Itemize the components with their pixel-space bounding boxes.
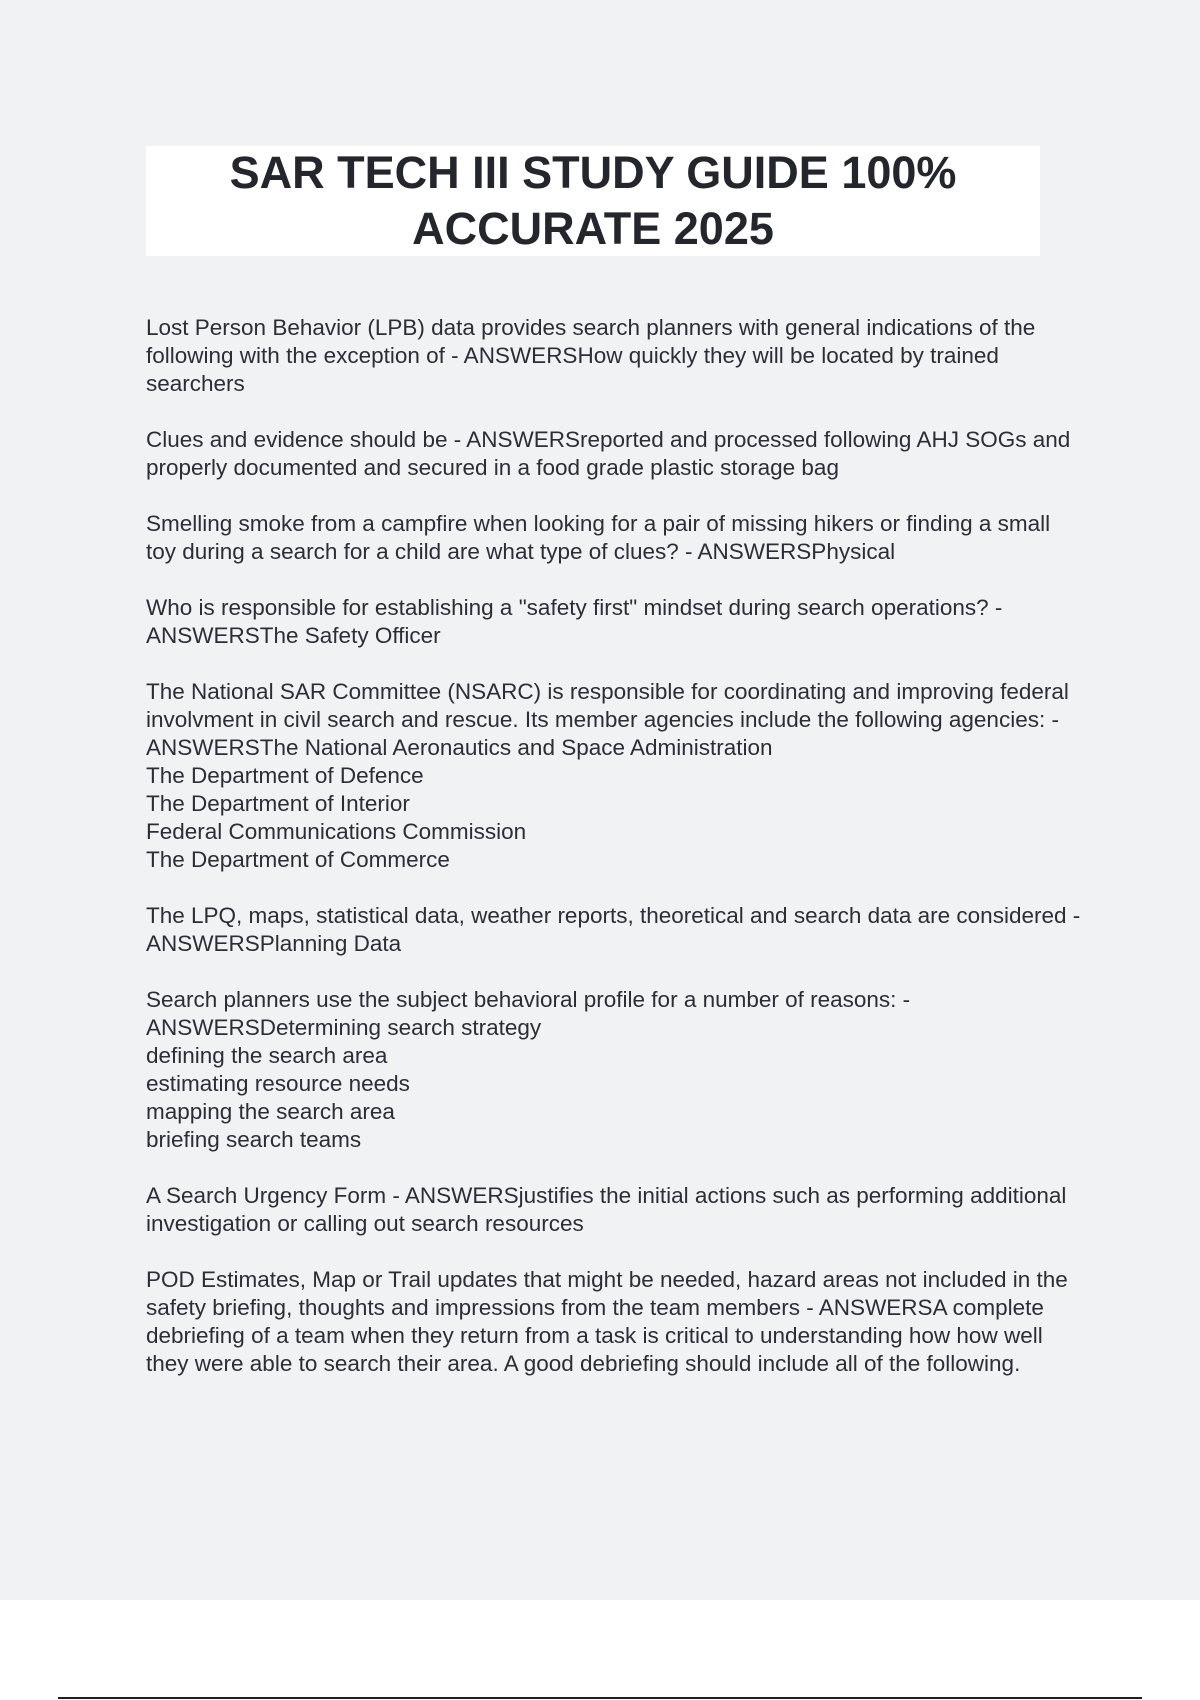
qa-entry-9: POD Estimates, Map or Trail updates that might be needed, hazard areas not included in the safety briefing, thoughts and impressions from the team members - ANSWERSA complete debriefing of a team when they return from a task is critical to understanding how how well they were able to search their area. A good debriefing should include all of the following.	[146, 1267, 1068, 1376]
qa-list	[146, 314, 1086, 1406]
qa-entry-6: The LPQ, maps, statistical data, weather reports, theoretical and search data are considered - ANSWERSPlanning Data	[146, 903, 1081, 956]
qa-entry-5: The National SAR Committee (NSARC) is responsible for coordinating and improving federal involvment in civil search and rescue. Its member agencies include the following agencies: - ANSWERSThe National Aeronautics and Space Administration The Department of Defence The Department of Interior Federal Communications Commission The Department of Commerce	[146, 679, 1069, 872]
page-footer	[0, 1600, 1200, 1700]
qa-entry-3: Smelling smoke from a campfire when looking for a pair of missing hikers or finding a small toy during a search for a child are what type of clues? - ANSWERSPhysical	[146, 511, 1051, 564]
qa-entry-7: Search planners use the subject behavioral profile for a number of reasons: - ANSWERSDetermining search strategy defining the search area estimating resource needs mapping the search area briefing search teams	[146, 987, 911, 1152]
qa-entry-2: Clues and evidence should be - ANSWERSreported and processed following AHJ SOGs and properly documented and secured in a food grade plastic storage bag	[146, 427, 1071, 480]
qa-entry-8: A Search Urgency Form - ANSWERSjustifies the initial actions such as performing additional investigation or calling out search resources	[146, 1183, 1067, 1236]
qa-entry-1: Lost Person Behavior (LPB) data provides search planners with general indications of the following with the exception of - ANSWERSHow quickly they will be located by trained searchers	[146, 315, 1036, 396]
document-title: SAR TECH III STUDY GUIDE 100% ACCURATE 2025	[229, 147, 957, 254]
qa-entry-4: Who is responsible for establishing a "safety first" mindset during search operations? - ANSWERSThe Safety Officer	[146, 595, 1003, 648]
footer-divider	[58, 1697, 1142, 1699]
title-box	[146, 146, 1040, 256]
